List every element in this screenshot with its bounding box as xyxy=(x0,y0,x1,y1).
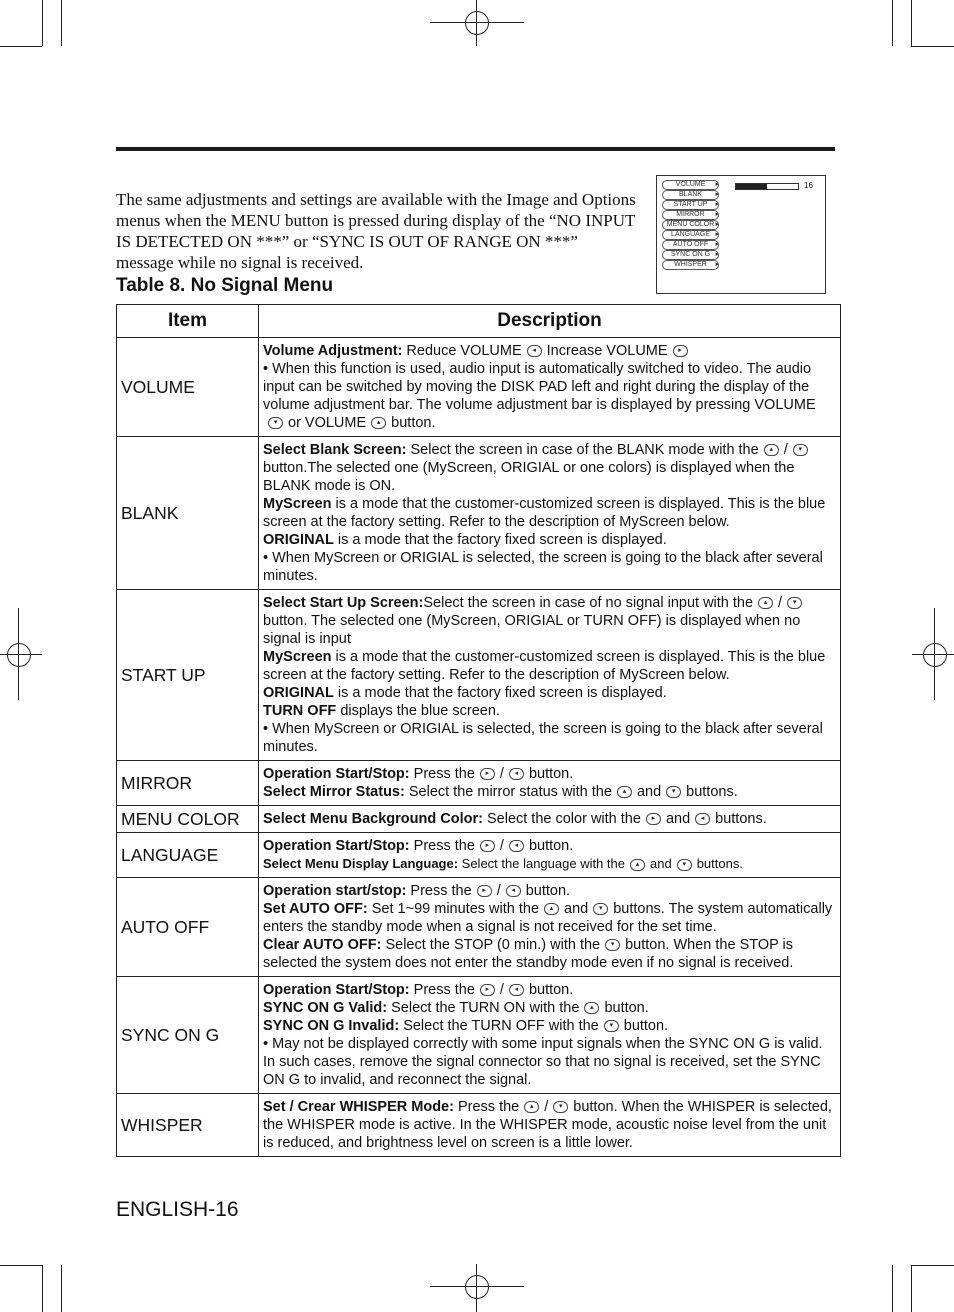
description-cell xyxy=(259,1094,841,1157)
description-key: Operation Start/Stop: xyxy=(263,982,410,998)
description-key: Set AUTO OFF: xyxy=(263,901,368,917)
description-text: Select the mirror status with the xyxy=(404,784,612,800)
up-icon: ▴ xyxy=(758,597,773,609)
description-line xyxy=(263,702,836,720)
osd-item: LANGUAGE ▸ xyxy=(662,230,719,240)
description-text: / xyxy=(499,982,504,998)
description-text: button. xyxy=(528,838,574,854)
description-key: Operation Start/Stop: xyxy=(263,766,410,782)
table-row xyxy=(117,761,841,806)
description-cell xyxy=(259,338,841,437)
table-row xyxy=(117,878,841,977)
description-text: buttons. The system automatically enters the standby mode when a signal is not received for the set time. xyxy=(263,901,833,935)
description-text: • When MyScreen or ORIGIAL is selected, the screen is going to the black after several minutes. xyxy=(263,721,823,755)
right-icon: ▸ xyxy=(480,840,495,852)
description-text: Press the xyxy=(406,883,472,899)
description-text: and xyxy=(650,856,672,871)
description-key: Clear AUTO OFF: xyxy=(263,937,382,953)
description-line xyxy=(263,441,836,495)
description-text: / xyxy=(778,595,783,611)
description-text: button. xyxy=(528,982,574,998)
item-cell: VOLUME xyxy=(117,338,259,437)
description-text: • When this function is used, audio input is automatically switched to video. The audio input can be switched by moving the DISK PAD left and right during the display of the volume adjustment bar. The volume adjustment bar is displayed by pressing VOLUME xyxy=(263,361,816,413)
down-icon: ▾ xyxy=(793,444,808,456)
description-cell xyxy=(259,590,841,761)
down-icon: ▾ xyxy=(593,903,608,915)
up-icon: ▴ xyxy=(617,786,632,798)
description-line xyxy=(263,783,836,801)
intro-paragraph: The same adjustments and settings are available with the Image and Options menus when the MENU button is pressed during display of the “NO INPUT IS DETECTED ON ***” or “SYNC IS OUT OF RANGE ON ***” message while no signal is received. xyxy=(116,190,636,272)
description-line xyxy=(263,549,836,585)
osd-item: AUTO OFF ▸ xyxy=(662,240,719,250)
item-cell: BLANK xyxy=(117,437,259,590)
description-text: / xyxy=(499,838,504,854)
description-line xyxy=(263,999,836,1017)
volume-bar-fill xyxy=(736,184,767,189)
down-icon: ▾ xyxy=(677,859,692,871)
description-key: Select Mirror Status: xyxy=(263,784,405,800)
right-icon: ▸ xyxy=(480,768,495,780)
osd-item: MENU COLOR ▸ xyxy=(662,220,719,230)
description-key: Select Start Up Screen: xyxy=(263,595,424,611)
item-header: Item xyxy=(117,305,259,338)
osd-item: WHISPER ▸ xyxy=(662,260,719,270)
description-line xyxy=(263,594,836,648)
description-line xyxy=(263,855,836,873)
description-text: Press the xyxy=(453,1099,520,1115)
description-text: / xyxy=(499,766,504,782)
description-text: Select the TURN ON with the xyxy=(387,1000,580,1016)
description-text: Select the language with the xyxy=(458,856,625,871)
description-text: is a mode that the customer-customized screen is displayed. This is the blue screen at the factory setting. Refer to the description of MyScreen below. xyxy=(263,496,826,530)
table-header-row xyxy=(117,305,841,338)
down-icon: ▾ xyxy=(268,417,283,429)
right-icon: ▸ xyxy=(673,345,688,357)
description-text: Press the xyxy=(409,982,475,998)
description-line xyxy=(263,648,836,684)
description-cell xyxy=(259,977,841,1094)
table-row xyxy=(117,977,841,1094)
description-key: Select Menu Background Color: xyxy=(263,811,483,827)
description-text: Select the STOP (0 min.) with the xyxy=(381,937,601,953)
right-icon: ▸ xyxy=(480,984,495,996)
description-key: Select Blank Screen: xyxy=(263,442,407,458)
left-icon: ◂ xyxy=(695,813,710,825)
table-row xyxy=(117,590,841,761)
description-text: Select the screen in case of no signal input with the xyxy=(423,595,754,611)
description-text: button. xyxy=(391,415,436,431)
description-text: Reduce VOLUME xyxy=(402,343,522,359)
description-text: buttons. xyxy=(715,811,767,827)
no-signal-menu-table xyxy=(116,304,841,1157)
description-line xyxy=(263,837,836,855)
description-line xyxy=(263,900,836,936)
item-cell: SYNC ON G xyxy=(117,977,259,1094)
description-text: Press the xyxy=(409,838,475,854)
up-icon: ▴ xyxy=(584,1002,599,1014)
header-rule xyxy=(116,147,835,151)
volume-bar xyxy=(735,183,799,190)
osd-item: MIRROR ▸ xyxy=(662,210,719,220)
left-icon: ◂ xyxy=(509,984,524,996)
description-line xyxy=(263,1098,836,1152)
description-text: buttons. xyxy=(686,784,738,800)
description-text: button.The selected one (MyScreen, ORIGIAL or one colors) is displayed when the BLANK mode is ON. xyxy=(263,460,795,494)
item-cell: START UP xyxy=(117,590,259,761)
left-icon: ◂ xyxy=(506,885,521,897)
description-line xyxy=(263,765,836,783)
description-text: buttons. xyxy=(696,856,743,871)
description-cell xyxy=(259,878,841,977)
description-key: MyScreen xyxy=(263,649,332,665)
description-text: / xyxy=(783,442,788,458)
left-icon: ◂ xyxy=(509,768,524,780)
description-text: and xyxy=(636,784,662,800)
up-icon: ▴ xyxy=(524,1101,539,1113)
description-header: Description xyxy=(259,305,841,338)
table-row xyxy=(117,437,841,590)
left-icon: ◂ xyxy=(509,840,524,852)
description-cell xyxy=(259,833,841,878)
osd-item: VOLUME ▸ xyxy=(662,180,719,190)
up-icon: ▴ xyxy=(544,903,559,915)
description-line xyxy=(263,1035,836,1089)
description-cell xyxy=(259,806,841,833)
description-text: Increase VOLUME xyxy=(546,343,668,359)
description-text: button. xyxy=(528,766,574,782)
description-text: button. The selected one (MyScreen, ORIGIAL or TURN OFF) is displayed when no signal is input xyxy=(263,613,801,647)
description-text: is a mode that the factory fixed screen is displayed. xyxy=(333,532,667,548)
up-icon: ▴ xyxy=(630,859,645,871)
description-key: Volume Adjustment: xyxy=(263,343,403,359)
description-cell xyxy=(259,761,841,806)
description-key: MyScreen xyxy=(263,496,332,512)
description-text: Set 1~99 minutes with the xyxy=(367,901,540,917)
description-text: Select the screen in case of the BLANK mode with the xyxy=(406,442,759,458)
description-line xyxy=(263,342,836,360)
description-key: Set / Crear WHISPER Mode: xyxy=(263,1099,454,1115)
description-text: or VOLUME xyxy=(288,415,367,431)
right-icon: ▸ xyxy=(646,813,661,825)
description-text: / xyxy=(544,1099,549,1115)
osd-item: START UP ▸ xyxy=(662,200,719,210)
description-text: Select the TURN OFF with the xyxy=(399,1018,599,1034)
item-cell: WHISPER xyxy=(117,1094,259,1157)
right-icon: ▸ xyxy=(477,885,492,897)
description-text: button. When the STOP is selected the system does not enter the standby mode even if no signal is received. xyxy=(263,937,794,971)
down-icon: ▾ xyxy=(666,786,681,798)
description-key: SYNC ON G Invalid: xyxy=(263,1018,400,1034)
table-row xyxy=(117,806,841,833)
left-icon: ◂ xyxy=(527,345,542,357)
description-key: Select Menu Display Language: xyxy=(263,856,459,871)
table-row xyxy=(117,833,841,878)
description-line xyxy=(263,360,836,432)
description-line xyxy=(263,810,836,828)
up-icon: ▴ xyxy=(371,417,386,429)
item-cell: MENU COLOR xyxy=(117,806,259,833)
description-key: ORIGINAL xyxy=(263,532,334,548)
description-text: • When MyScreen or ORIGIAL is selected, the screen is going to the black after several minutes. xyxy=(263,550,823,584)
description-key: Operation start/stop: xyxy=(263,883,407,899)
table-title: Table 8. No Signal Menu xyxy=(116,275,334,296)
description-text: / xyxy=(496,883,501,899)
description-line xyxy=(263,1017,836,1035)
osd-item: SYNC ON G ▸ xyxy=(662,250,719,260)
description-key: ORIGINAL xyxy=(263,685,334,701)
osd-menu-preview xyxy=(656,175,826,294)
description-line xyxy=(263,684,836,702)
description-text: • May not be displayed correctly with some input signals when the SYNC ON G is valid. In such cases, remove the signal connector so that no signal is received, set the SYNC ON G to invalid, and reconnect the signal. xyxy=(263,1036,823,1088)
item-cell: AUTO OFF xyxy=(117,878,259,977)
description-cell xyxy=(259,437,841,590)
description-text: button. xyxy=(623,1018,669,1034)
description-line xyxy=(263,495,836,531)
osd-item: BLANK ▸ xyxy=(662,190,719,200)
description-text: button. xyxy=(525,883,571,899)
item-cell: LANGUAGE xyxy=(117,833,259,878)
description-line xyxy=(263,981,836,999)
description-key: SYNC ON G Valid: xyxy=(263,1000,388,1016)
description-key: TURN OFF xyxy=(263,703,337,719)
description-text: button. xyxy=(604,1000,649,1016)
down-icon: ▾ xyxy=(604,1020,619,1032)
description-key: Operation Start/Stop: xyxy=(263,838,410,854)
down-icon: ▾ xyxy=(787,597,802,609)
description-text: button. When the WHISPER is selected, the WHISPER mode is active. In the WHISPER mode, acoustic noise level from the unit is reduced, and brightness level on screen is a little lower. xyxy=(263,1099,832,1151)
description-text: and xyxy=(665,811,691,827)
page-number: ENGLISH-16 xyxy=(116,1198,239,1221)
item-cell: MIRROR xyxy=(117,761,259,806)
description-line xyxy=(263,882,836,900)
description-text: Select the color with the xyxy=(482,811,641,827)
description-line xyxy=(263,720,836,756)
description-line xyxy=(263,936,836,972)
description-text: is a mode that the customer-customized screen is displayed. This is the blue screen at the factory setting. Refer to the description of MyScreen below. xyxy=(263,649,826,683)
description-line xyxy=(263,531,836,549)
up-icon: ▴ xyxy=(764,444,779,456)
description-text: and xyxy=(564,901,589,917)
description-text: is a mode that the factory fixed screen is displayed. xyxy=(333,685,667,701)
table-row xyxy=(117,338,841,437)
description-text: Press the xyxy=(409,766,475,782)
description-text: displays the blue screen. xyxy=(336,703,500,719)
table-row xyxy=(117,1094,841,1157)
down-icon: ▾ xyxy=(553,1101,568,1113)
volume-value: 16 xyxy=(804,181,813,190)
down-icon: ▾ xyxy=(605,939,620,951)
